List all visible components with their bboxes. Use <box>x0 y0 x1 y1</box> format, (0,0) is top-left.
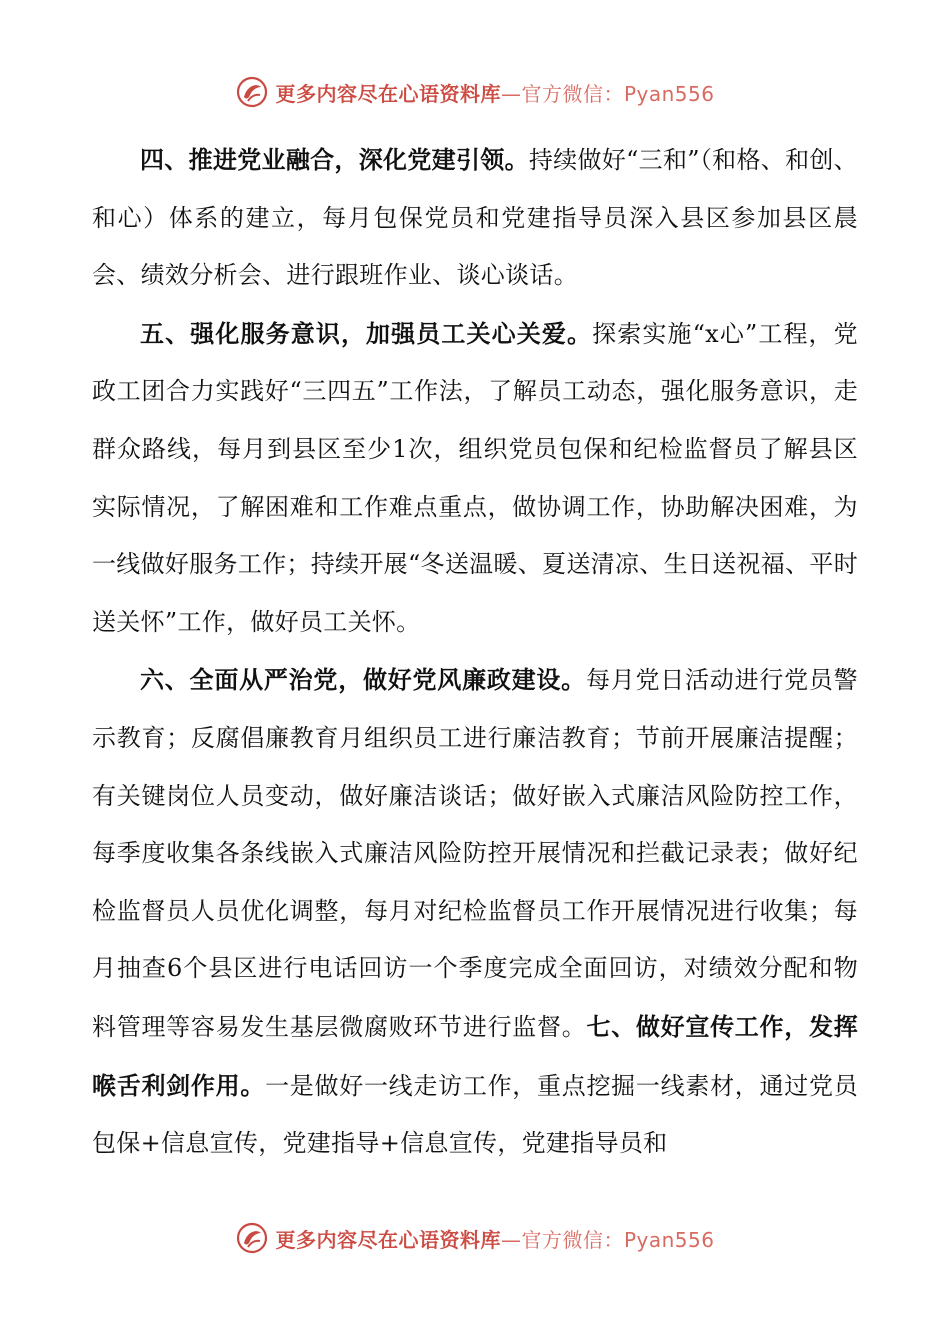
paragraph-text: 持续做好“三和”（和格、和创、和心）体系的建立，每月包保党员和党建指导员深入县区参加县区晨会、绩效分析会、进行跟班作业、谈心谈话。 <box>92 146 858 290</box>
banner-library-text: 更多内容尽在心语资料库 <box>275 81 501 106</box>
paragraph-text: 探索实施“x心”工程，党政工团合力实践好“三四五”工作法，了解员工动态，强化服务意识，走群众路线，每月到县区至少1次，组织党员包保和纪检监督员了解县区实际情况，了解困难和工作难点重点，做协调工作，协助解决困难，为一线做好服务工作；持续开展“冬送温暖、夏送清凉、生日送祝福、平时送关怀”工作，做好员工关怀。 <box>92 319 858 636</box>
logo-icon <box>235 75 269 109</box>
paragraph-text: 每月党日活动进行党员警示教育；反腐倡廉教育月组织员工进行廉洁教育；节前开展廉洁提醒；有关键岗位人员变动，做好廉洁谈话；做好嵌入式廉洁风险防控工作，每季度收集各条线嵌入式廉洁风险防控开展情况和拦截记录表；做好纪检监督员人员优化调整，每月对纪检监督员工作开展情况进行收集；每月抽查6个县区进行电话回访一个季度完成全面回访，对绩效分配和物料管理等容易发生基层微腐败环节进行监督。 <box>92 666 858 1041</box>
footer-banner <box>0 1218 950 1258</box>
paragraph-heading-7: 七、做好宣传工作，发挥喉舌利剑作用。 <box>92 1011 858 1100</box>
logo-icon <box>235 1221 269 1255</box>
banner-text <box>275 78 714 107</box>
banner-official-text: —官方微信：Pyan556 <box>500 1227 715 1252</box>
header-banner <box>0 72 950 112</box>
banner-text <box>275 1224 714 1253</box>
banner-official-text: —官方微信：Pyan556 <box>500 81 715 106</box>
paragraph-6 <box>92 651 858 1172</box>
paragraph-heading: 五、强化服务意识，加强员工关心关爱。 <box>140 318 593 348</box>
paragraph-text-7: 一是做好一线走访工作，重点挖掘一线素材，通过党员包保+信息宣传，党建指导+信息宣传，党建指导员和 <box>92 1071 858 1158</box>
paragraph-4 <box>92 131 858 305</box>
paragraph-5 <box>92 305 858 652</box>
paragraph-heading: 四、推进党业融合，深化党建引领。 <box>140 145 529 174</box>
paragraph-heading: 六、全面从严治党，做好党风廉政建设。 <box>140 665 586 695</box>
document-body <box>92 131 858 1173</box>
banner-library-text: 更多内容尽在心语资料库 <box>275 1227 501 1252</box>
